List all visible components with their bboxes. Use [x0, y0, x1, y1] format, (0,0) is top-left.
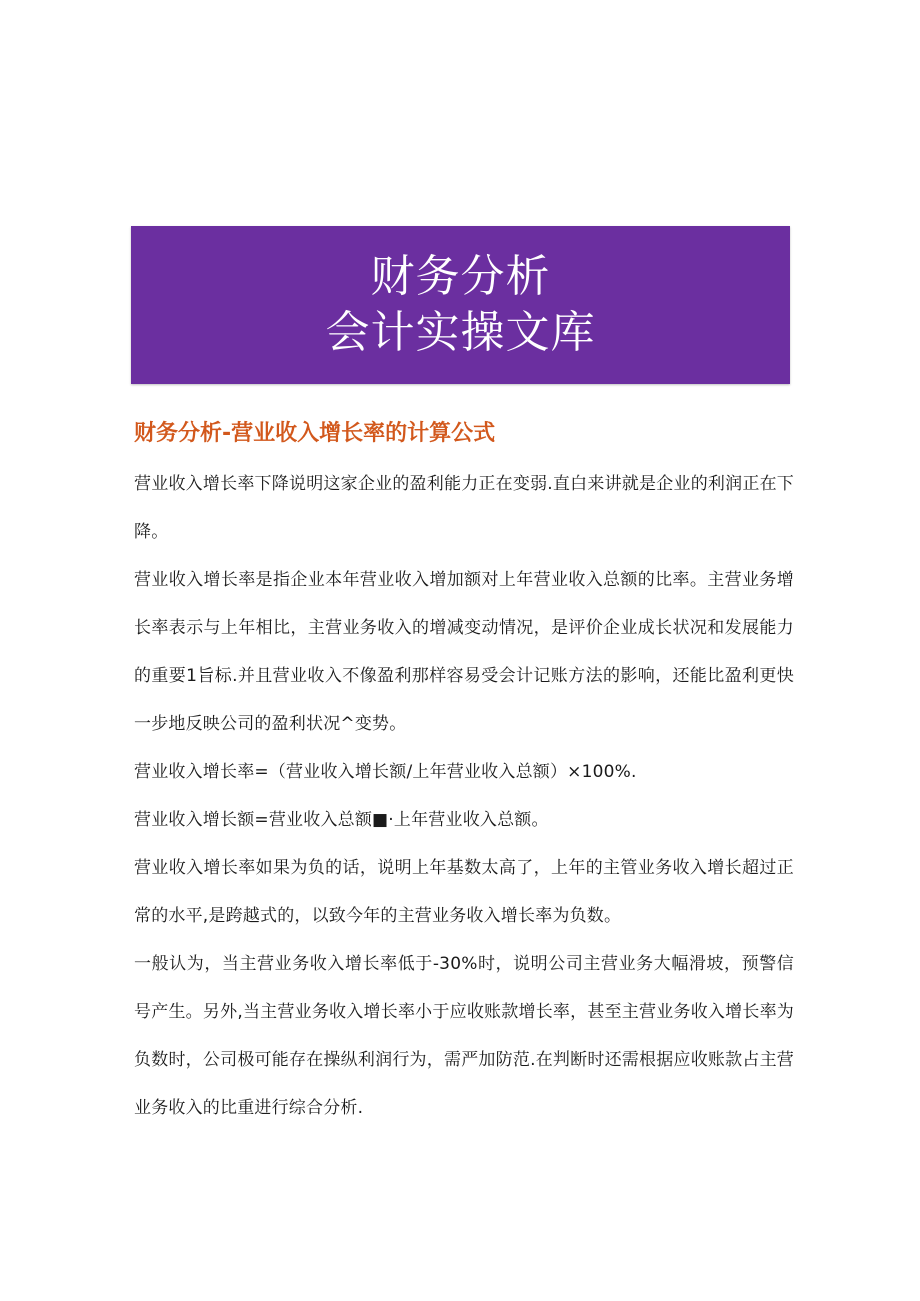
- article-heading: 财务分析-营业收入增长率的计算公式: [134, 421, 496, 446]
- formula-growth-rate: 营业收入增长率=（营业收入增长额/上年营业收入总额）×100%.: [134, 762, 637, 782]
- article-body: [134, 410, 794, 1132]
- paragraph: 营业收入增长率是指企业本年营业收入增加额对上年营业收入总额的比率。主营业务增长率表示与上年相比，主营业务收入的增减变动情况，是评价企业成长状况和发展能力的重要1旨标.并且营业收入不像盈利那样容易受会计记账方法的影响，还能比盈利更快一步地反映公司的盈利状况^变势。: [134, 570, 794, 734]
- formula-growth-amount: 营业收入增长额=营业收入总额■·上年营业收入总额。: [134, 810, 549, 830]
- title-banner: [131, 226, 790, 384]
- paragraph: 营业收入增长率如果为负的话，说明上年基数太高了，上年的主管业务收入增长超过正常的水平,是跨越式的，以致今年的主营业务收入增长率为负数。: [134, 858, 794, 926]
- paragraph: 营业收入增长率下降说明这家企业的盈利能力正在变弱.直白来讲就是企业的利润正在下降。: [134, 474, 794, 542]
- banner-title-line-2: 会计实操文库: [325, 307, 596, 358]
- paragraph: 一般认为，当主营业务收入增长率低于-30%时，说明公司主营业务大幅滑坡，预警信号产生。另外,当主营业务收入增长率小于应收账款增长率，甚至主营业务收入增长率为负数时，公司极可能存在操纵利润行为，需严加防范.在判断时还需根据应收账款占主营业务收入的比重进行综合分析.: [134, 954, 794, 1118]
- banner-title-line-1: 财务分析: [370, 251, 551, 302]
